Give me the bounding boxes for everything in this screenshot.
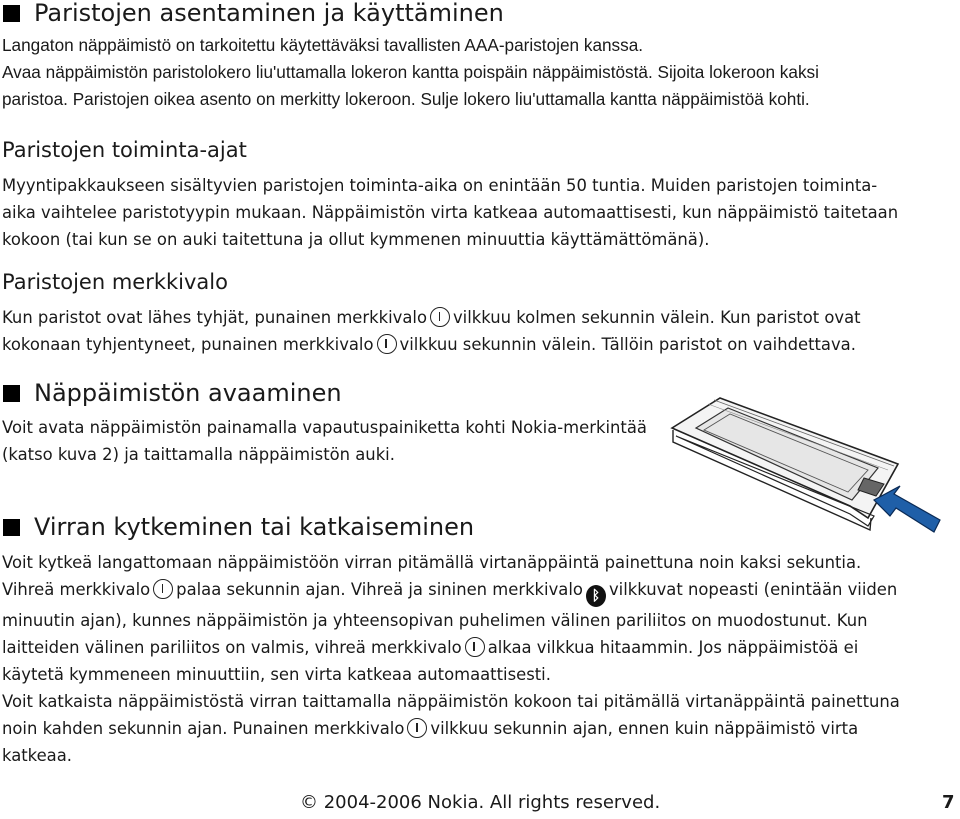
section3-paragraph [2,304,861,358]
section5-paragraph-2 [2,688,900,769]
text-run: kokonaan tyhjentyneet, punainen merkkivalo [2,335,374,354]
indicator-light-icon [465,637,485,657]
paragraph-line [2,304,861,331]
paragraph-line: Voit avata näppäimistön painamalla vapautuspainiketta kohti Nokia-merkintää [2,418,647,437]
indicator-light-icon [377,334,397,354]
paragraph-line: käytetä kymmeneen minuuttiin, sen virta katkeaa automaattisesti. [2,665,551,684]
paragraph-line: kokoon (tai kun se on auki taitettuna ja ollut kymmenen minuuttia käyttämättömänä). [2,230,710,249]
paragraph-line: minuutin ajan), kunnes näppäimistön ja yhteensopivan puhelimen välinen pariliitos on muodostunut. Kun [2,611,868,630]
paragraph-line: Myyntipakkaukseen sisältyvien paristojen toiminta-aika on enintään 50 tuntia. Muiden paristojen toiminta- [2,176,878,195]
copyright-text: © 2004-2006 Nokia. All rights reserved. [300,792,661,813]
heading-text: Virran kytkeminen tai katkaiseminen [34,513,475,541]
text-run: alkaa vilkkua hitaammin. Jos näppäimistöä ei [487,638,859,657]
section5-paragraph-1 [2,549,897,688]
paragraph-line: paristoa. Paristojen oikea asento on merkitty lokeroon. Sulje lokero liu'uttamalla kantta näppäimistöä kohti. [2,89,810,109]
subheading-text: Paristojen toiminta-ajat [2,138,247,162]
black-square-icon [3,385,20,402]
subheading-text: Paristojen merkkivalo [2,270,228,294]
subheading-battery-life [2,136,247,164]
heading-text: Paristojen asentaminen ja käyttäminen [34,0,504,27]
black-square-icon [3,519,20,536]
black-square-icon [3,5,20,22]
paragraph-line [2,331,861,358]
paragraph-line: Langaton näppäimistö on tarkoitettu käytettäväksi tavallisten AAA-paristojen kanssa. [2,35,644,55]
text-run: Vihreä merkkivalo [2,580,151,599]
indicator-light-icon [153,579,173,599]
paragraph-line: Voit katkaista näppäimistöstä virran taittamalla näppäimistön kokoon tai pitämällä virtanäppäintä painettuna [2,692,900,711]
paragraph-line: aika vaihtelee paristotyypin mukaan. Näppäimistön virta katkeaa automaattisesti, kun näppäimistö taitetaan [2,203,899,222]
text-run: vilkkuvat nopeasti (enintään viiden [608,580,898,599]
paragraph-line: (katso kuva 2) ja taittamalla näppäimistön auki. [2,445,395,464]
paragraph-line: katkeaa. [2,746,72,765]
bluetooth-icon: ᛒ [586,585,606,607]
text-run: noin kahden sekunnin ajan. Punainen merkkivalo [2,719,405,738]
section2-paragraph [2,172,898,253]
indicator-light-icon [430,307,450,327]
paragraph-line [2,634,897,661]
subheading-battery-indicator [2,268,228,296]
paragraph-line [2,715,900,742]
heading-text: Näppäimistön avaaminen [34,379,342,407]
section-heading-opening [2,378,342,408]
text-run: palaa sekunnin ajan. Vihreä ja sininen merkkivalo [176,580,583,599]
text-run: vilkkuu kolmen sekunnin välein. Kun paristot ovat [452,308,861,327]
text-run: Kun paristot ovat lähes tyhjät, punainen merkkivalo [2,308,427,327]
text-run: vilkkuu sekunnin välein. Tällöin paristot on vaihdettava. [399,335,856,354]
text-run: vilkkuu sekunnin ajan, ennen kuin näppäimistö virta [430,719,859,738]
paragraph-line: Voit kytkeä langattomaan näppäimistöön virran pitämällä virtanäppäintä painettuna noin kaksi sekuntia. [2,553,862,572]
paragraph-line [2,576,897,607]
keyboard-illustration [668,392,943,537]
paragraph-line: Avaa näppäimistön paristolokero liu'uttamalla lokeron kantta poispäin näppäimistöstä. Sijoita lokeroon kaksi [2,62,819,82]
indicator-light-icon [407,718,427,738]
section1-paragraph [2,32,819,113]
section-heading-power [2,512,474,542]
page-number: 7 [942,792,955,813]
text-run: laitteiden välinen pariliitos on valmis, vihreä merkkivalo [2,638,462,657]
section4-paragraph [2,414,647,468]
section-heading-battery-install [2,0,504,28]
